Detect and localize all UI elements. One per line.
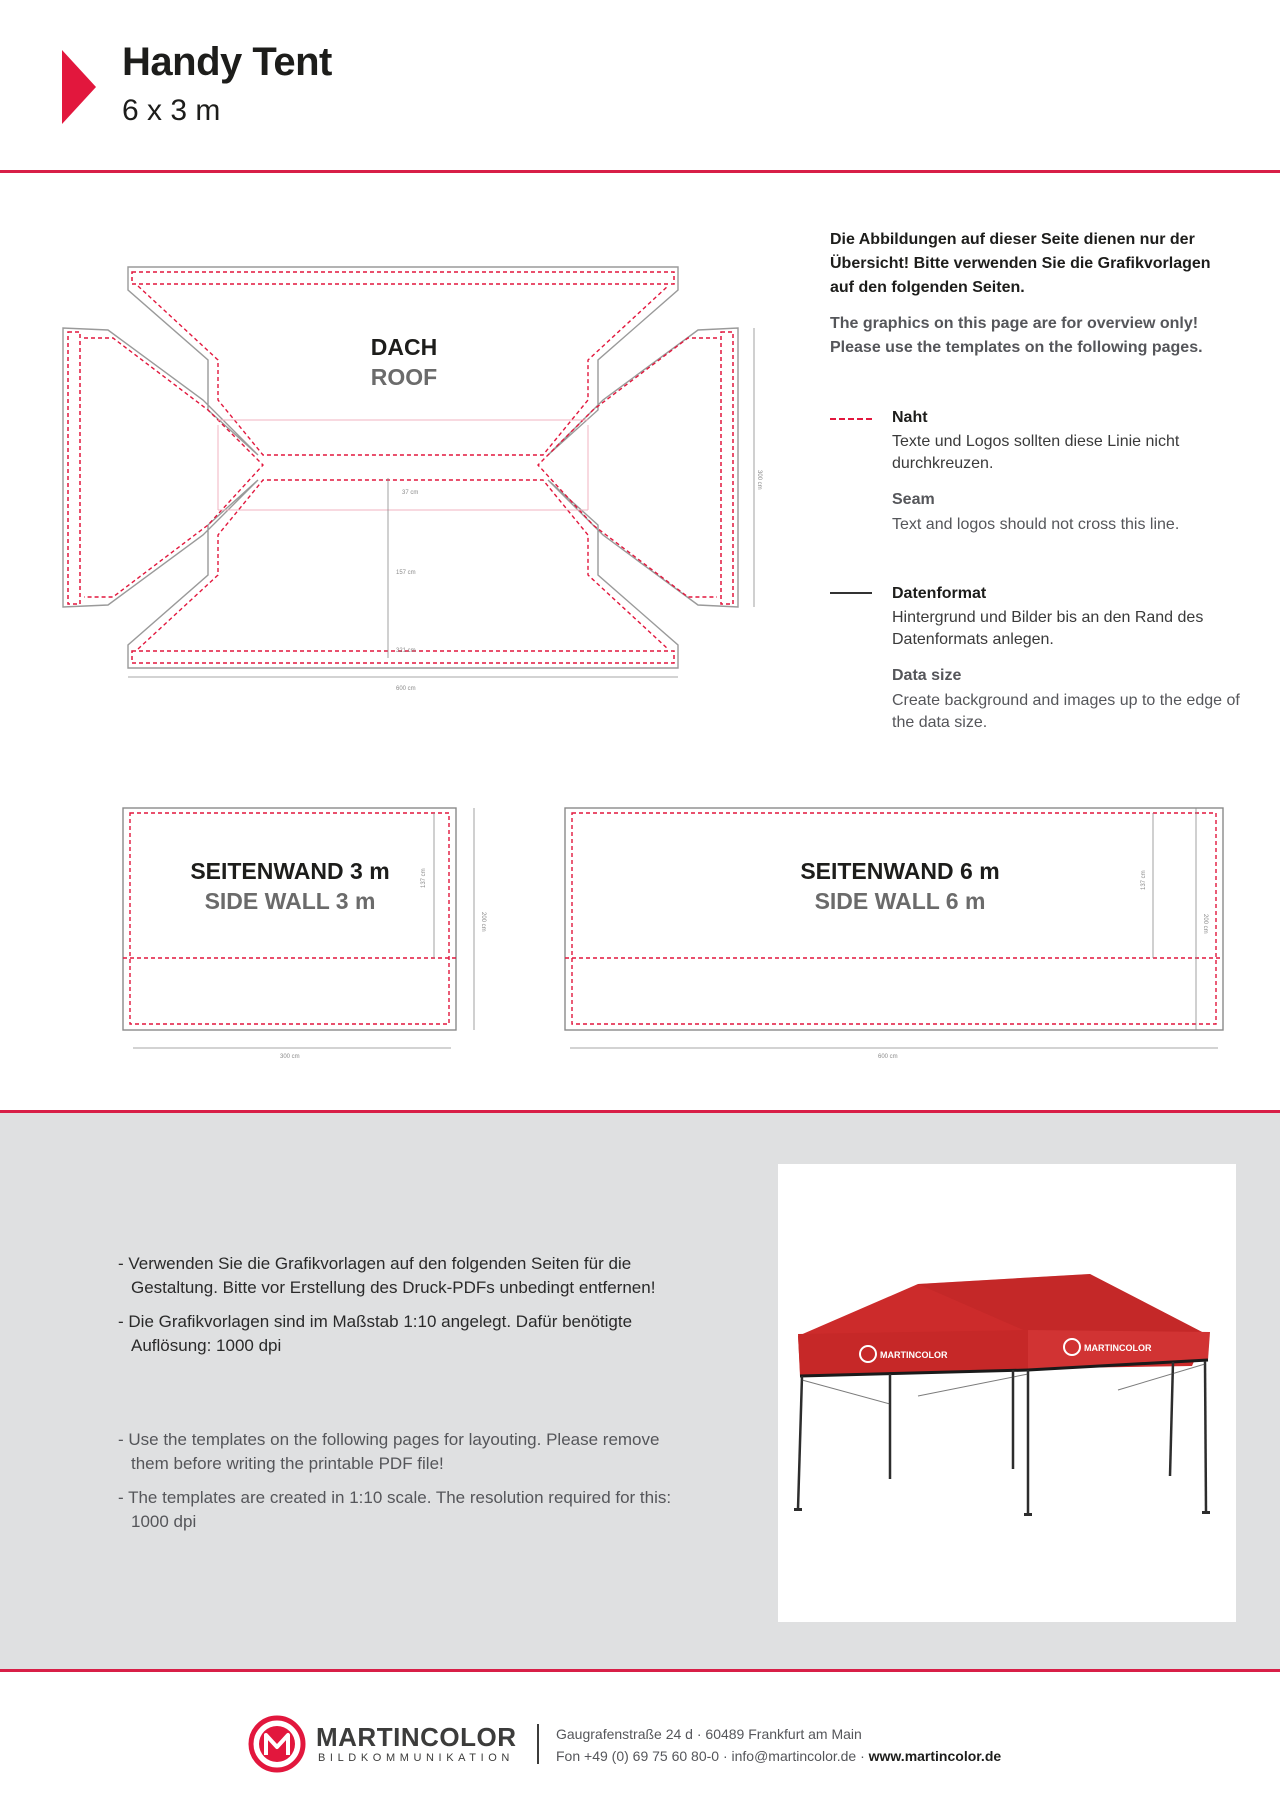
roof-dim-2: 157 cm xyxy=(396,570,416,576)
wall3-dim-height-inner: 137 cm xyxy=(421,868,427,888)
canopy-logo-text-left: MARTINCOLOR xyxy=(880,1350,948,1360)
tent-illustration xyxy=(778,1164,1236,1622)
instruction-item: - Verwenden Sie die Grafikvorlagen auf den folgenden Seiten für die Gestaltung. Bitte vor Erstellung des Druck-PDFs unbedingt entfernen! xyxy=(118,1254,656,1297)
data-size-legend-swatch xyxy=(830,592,872,594)
footer-website-link[interactable]: www.martincolor.de xyxy=(868,1748,1002,1764)
wall6-dim-width: 600 cm xyxy=(878,1054,898,1060)
header-arrow-icon xyxy=(62,50,96,124)
side-wall-3m-diagram xyxy=(118,800,498,1060)
instruction-item: - Die Grafikvorlagen sind im Maßstab 1:10 angelegt. Dafür benötigte Auflösung: 1000 dpi xyxy=(118,1312,633,1355)
footer-contact-text: Fon +49 (0) 69 75 60 80-0 · info@martincolor.de · xyxy=(556,1748,869,1764)
header-divider xyxy=(0,170,1280,173)
footer-brand: MARTINCOLOR xyxy=(316,1722,517,1752)
footer-contact xyxy=(556,1748,1001,1764)
roof-data-outline xyxy=(63,267,738,668)
legend-data-text-de: Hintergrund und Bilder bis an den Rand des Datenformats anlegen. xyxy=(892,609,1204,648)
page-title: Handy Tent xyxy=(122,40,332,84)
footer-address: Gaugrafenstraße 24 d · 60489 Frankfurt am Main xyxy=(556,1726,862,1742)
legend-seam-title-en: Seam xyxy=(892,491,935,508)
side-wall-3m-label-en: SIDE WALL 3 m xyxy=(204,888,376,914)
instructions-de xyxy=(118,1252,678,1368)
legend-data-title-de: Datenformat xyxy=(892,585,987,602)
roof-label-de: DACH xyxy=(370,334,438,360)
roof-diagram xyxy=(58,260,762,700)
roof-seam-left xyxy=(68,332,80,604)
roof-dim-3: 321 cm xyxy=(396,648,416,654)
seam-legend-swatch xyxy=(830,418,872,420)
legend-data-title-en: Data size xyxy=(892,667,962,684)
wall6-dim-height-inner: 137 cm xyxy=(1141,870,1147,890)
roof-seam-right xyxy=(721,332,733,604)
intro-note-de: Die Abbildungen auf dieser Seite dienen nur der Übersicht! Bitte verwenden Sie die Grafikvorlagen auf den folgenden Seiten. xyxy=(830,231,1211,296)
legend-seam-text-en: Text and logos should not cross this line. xyxy=(892,516,1180,533)
footer-divider-line xyxy=(0,1669,1280,1672)
canopy-logo-text-right: MARTINCOLOR xyxy=(1084,1343,1152,1353)
roof-dim-depth: 300 cm xyxy=(756,470,762,490)
tent-photo xyxy=(778,1164,1236,1622)
roof-dim-1: 37 cm xyxy=(402,490,419,496)
legend-seam-title-de: Naht xyxy=(892,409,928,426)
instruction-item: - The templates are created in 1:10 scale. The resolution required for this: 1000 dpi xyxy=(118,1488,672,1531)
intro-note-en: The graphics on this page are for overview only! Please use the templates on the following pages. xyxy=(830,315,1203,356)
instruction-item: - Use the templates on the following pages for layouting. Please remove them before writing the printable PDF file! xyxy=(118,1430,660,1473)
page-subtitle: 6 x 3 m xyxy=(122,94,221,127)
footer-vertical-divider xyxy=(537,1724,539,1764)
roof-dim-width: 600 cm xyxy=(396,686,416,692)
roof-label-en: ROOF xyxy=(370,364,438,390)
footer-brand-sub: BILDKOMMUNIKATION xyxy=(318,1752,514,1764)
martincolor-logo-icon xyxy=(242,1714,312,1774)
side-wall-6m-label-en: SIDE WALL 6 m xyxy=(814,888,986,914)
roof-seam-top xyxy=(132,272,674,284)
legend-data-text-en: Create background and images up to the edge of the data size. xyxy=(892,692,1240,731)
wall3-dim-height: 200 cm xyxy=(480,912,486,932)
side-wall-6m-diagram xyxy=(560,800,1230,1060)
wall6-dim-height: 200 cm xyxy=(1202,914,1208,934)
instructions-en xyxy=(118,1428,678,1544)
legend-seam-text-de: Texte und Logos sollten diese Linie nicht durchkreuzen. xyxy=(892,433,1180,472)
side-wall-3m-label-de: SEITENWAND 3 m xyxy=(190,858,390,884)
wall3-dim-width: 300 cm xyxy=(280,1054,300,1060)
side-wall-6m-label-de: SEITENWAND 6 m xyxy=(800,858,1000,884)
